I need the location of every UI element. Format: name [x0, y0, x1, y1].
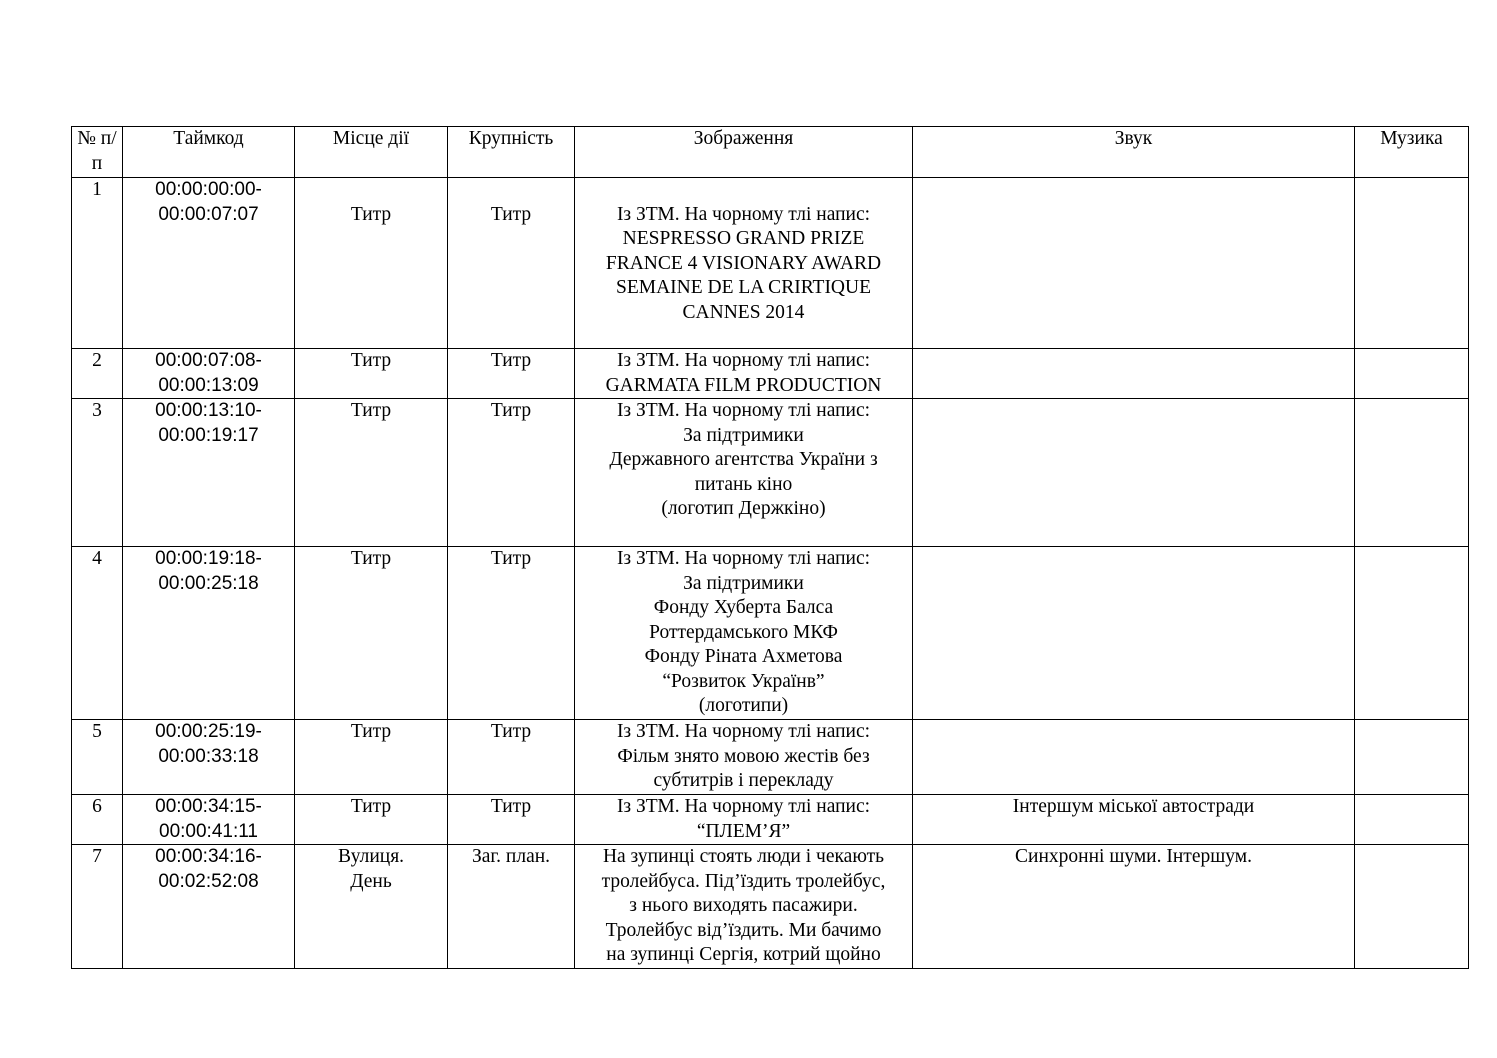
- header-timecode: Таймкод: [123, 127, 295, 178]
- header-shot: Крупність: [448, 127, 575, 178]
- cell-shot: Титр: [448, 547, 575, 720]
- table-row: [72, 547, 1469, 720]
- cell-timecode: 00:00:07:08- 00:00:13:09: [123, 349, 295, 399]
- cell-music: [1355, 349, 1469, 399]
- cell-shot: Титр: [448, 720, 575, 795]
- cell-sound: [913, 399, 1355, 547]
- cell-image: Із ЗТМ. На чорному тлі напис: NESPRESSO GRAND PRIZE FRANCE 4 VISIONARY AWARD SEMAINE DE LA CRIRTIQUE CANNES 2014: [575, 178, 913, 349]
- cell-sound: Інтершум міської автостради: [913, 795, 1355, 845]
- cell-num: 5: [72, 720, 123, 795]
- cell-location: Титр: [295, 795, 448, 845]
- header-location: Місце дії: [295, 127, 448, 178]
- script-table: [71, 126, 1469, 969]
- cell-timecode: 00:00:19:18- 00:00:25:18: [123, 547, 295, 720]
- cell-num: 1: [72, 178, 123, 349]
- cell-num: 7: [72, 845, 123, 969]
- header-sound: Звук: [913, 127, 1355, 178]
- cell-image: Із ЗТМ. На чорному тлі напис: Фільм знято мовою жестів без субтитрів і перекладу: [575, 720, 913, 795]
- cell-location: Титр: [295, 399, 448, 547]
- table-row: [72, 795, 1469, 845]
- cell-location: Титр: [295, 178, 448, 349]
- cell-timecode: 00:00:25:19- 00:00:33:18: [123, 720, 295, 795]
- cell-num: 2: [72, 349, 123, 399]
- header-music: Музика: [1355, 127, 1469, 178]
- cell-image: Із ЗТМ. На чорному тлі напис: GARMATA FILM PRODUCTION: [575, 349, 913, 399]
- cell-sound: [913, 547, 1355, 720]
- cell-shot: Заг. план.: [448, 845, 575, 969]
- table-row: [72, 178, 1469, 349]
- cell-music: [1355, 547, 1469, 720]
- cell-image: Із ЗТМ. На чорному тлі напис: За підтримики Державного агентства України з питань кіно (логотип Держкіно): [575, 399, 913, 547]
- cell-image: Із ЗТМ. На чорному тлі напис: За підтримики Фонду Хуберта Балса Роттердамського МКФ Фонду Ріната Ахметова “Розвиток Українв” (логотипи): [575, 547, 913, 720]
- cell-sound: [913, 720, 1355, 795]
- cell-location: Титр: [295, 547, 448, 720]
- cell-music: [1355, 845, 1469, 969]
- header-num: № п/п: [72, 127, 123, 178]
- header-image: Зображення: [575, 127, 913, 178]
- cell-sound: [913, 178, 1355, 349]
- cell-shot: Титр: [448, 349, 575, 399]
- cell-num: 3: [72, 399, 123, 547]
- cell-location: Вулиця. День: [295, 845, 448, 969]
- cell-shot: Титр: [448, 178, 575, 349]
- cell-sound: [913, 349, 1355, 399]
- cell-timecode: 00:00:34:16- 00:02:52:08: [123, 845, 295, 969]
- cell-timecode: 00:00:00:00- 00:00:07:07: [123, 178, 295, 349]
- cell-music: [1355, 178, 1469, 349]
- cell-shot: Титр: [448, 795, 575, 845]
- cell-shot: Титр: [448, 399, 575, 547]
- cell-location: Титр: [295, 720, 448, 795]
- cell-num: 4: [72, 547, 123, 720]
- cell-image: На зупинці стоять люди і чекають тролейбуса. Під’їздить тролейбус, з нього виходять пасажири. Тролейбус від’їздить. Ми бачимо на зупинці Сергія, котрий щойно: [575, 845, 913, 969]
- cell-music: [1355, 399, 1469, 547]
- cell-sound: Синхронні шуми. Інтершум.: [913, 845, 1355, 969]
- cell-num: 6: [72, 795, 123, 845]
- table-row: [72, 845, 1469, 969]
- table-row: [72, 720, 1469, 795]
- table-row: [72, 399, 1469, 547]
- cell-timecode: 00:00:13:10- 00:00:19:17: [123, 399, 295, 547]
- table-row: [72, 349, 1469, 399]
- cell-location: Титр: [295, 349, 448, 399]
- header-row: [72, 127, 1469, 178]
- cell-music: [1355, 795, 1469, 845]
- cell-music: [1355, 720, 1469, 795]
- cell-timecode: 00:00:34:15- 00:00:41:11: [123, 795, 295, 845]
- cell-image: Із ЗТМ. На чорному тлі напис: “ПЛЕМ’Я”: [575, 795, 913, 845]
